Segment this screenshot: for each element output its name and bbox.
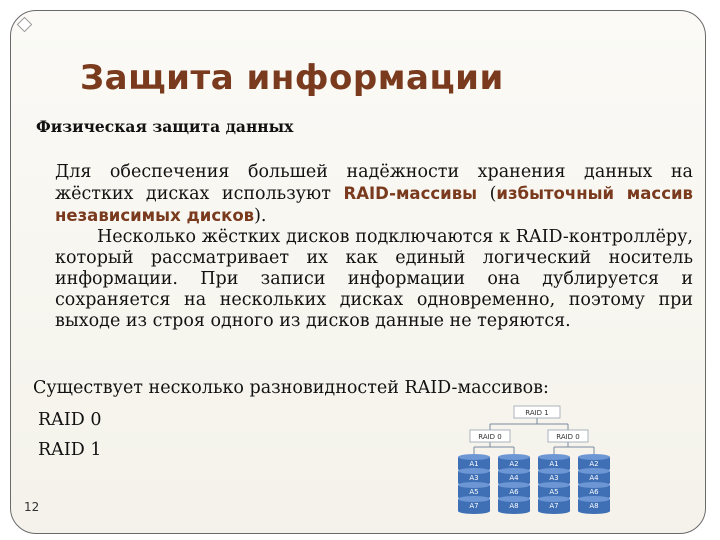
disk-label: A4	[509, 474, 519, 482]
raid-level-item: RAID 0	[38, 410, 102, 430]
raid-definition: избыточный массив независимых дисков	[55, 184, 693, 225]
raid-diagram	[452, 404, 632, 524]
disk-label: A2	[589, 460, 599, 468]
slide-title: Защита информации	[80, 58, 504, 98]
raid1-label: RAID 1	[525, 409, 549, 417]
raid-level-item: RAID 1	[38, 440, 102, 460]
disk-stack	[458, 454, 490, 514]
para1-text: Для обеспечения большей надёжности хранения данных на жёстких дисках используют	[55, 162, 693, 204]
raid0-label: RAID 0	[556, 433, 580, 441]
raid-level-list	[38, 405, 101, 465]
disk-label: A8	[509, 502, 519, 510]
body-text	[55, 162, 693, 332]
disk-label: A5	[549, 488, 559, 496]
disk-stack	[538, 454, 570, 514]
slide-subtitle: Физическая защита данных	[36, 117, 294, 136]
paren-open: (	[489, 184, 497, 204]
disk-label: A8	[589, 502, 599, 510]
disk-label: A5	[469, 488, 479, 496]
raid-term: RAID-массивы	[343, 184, 478, 203]
disk-label: A2	[509, 460, 519, 468]
disk-label: A1	[469, 460, 479, 468]
disk-label: A6	[589, 488, 599, 496]
disk-stack	[498, 454, 530, 514]
disk-label: A6	[509, 488, 519, 496]
paren-close: ).	[254, 206, 267, 226]
disk-label: A3	[469, 474, 479, 482]
raid-variants-intro: Существует несколько разновидностей RAID-массивов:	[33, 378, 549, 398]
disk-stacks	[458, 454, 610, 514]
corner-ornament	[17, 17, 33, 33]
paragraph-raid-intro	[55, 162, 693, 227]
disk-label: A7	[469, 502, 479, 510]
page-number: 12	[24, 500, 40, 514]
raid0-label: RAID 0	[478, 433, 502, 441]
disk-stack	[578, 454, 610, 514]
disk-label: A7	[549, 502, 559, 510]
disk-label: A4	[589, 474, 599, 482]
paragraph-raid-controller: Несколько жёстких дисков подключаются к RAID-контроллёру, который рассматривает их как единый логический носитель информации. При записи информации она дублируется и сохраняется на нескольких дисках одновременно, поэтому при выходе из строя одного из дисков данные не теряются.	[55, 227, 693, 331]
disk-label: A1	[549, 460, 559, 468]
disk-label: A3	[549, 474, 559, 482]
